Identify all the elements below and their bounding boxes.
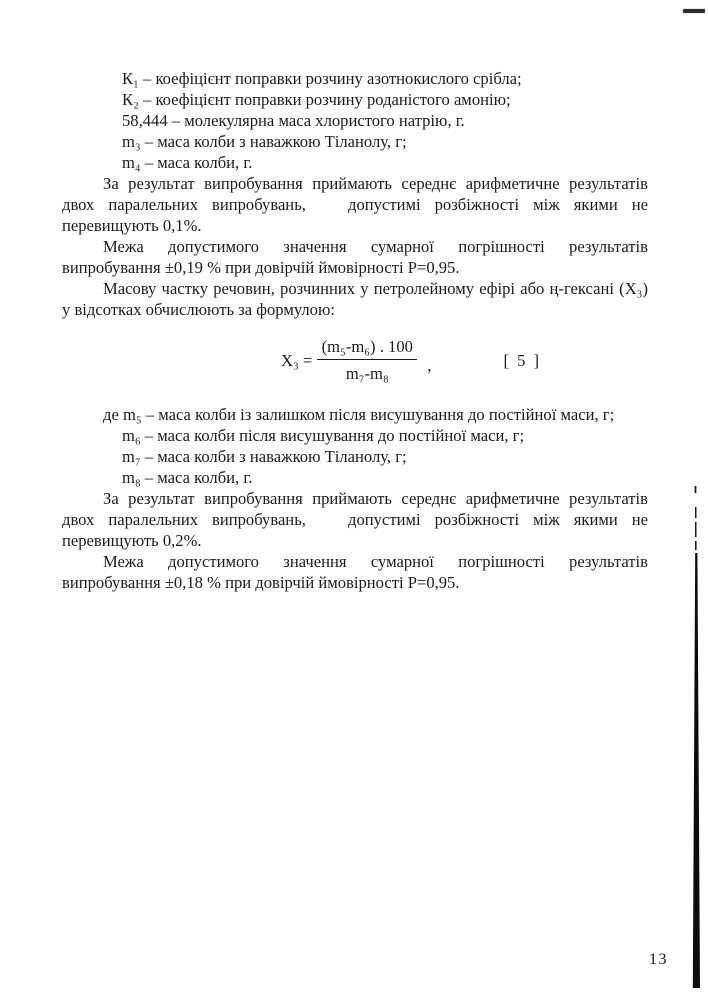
paragraph-test-result-2: За результат випробування приймають середнє арифметичне результатів двох паралельних випробувань, допустимі розбіжності між якими не перевищують 0,2%. [62,489,648,550]
definition-line: 58,444 – молекулярна маса хлористого натрію, г. [122,111,465,130]
scan-artifact-top-dash [683,9,705,13]
symbol-definitions-list-2 [62,404,648,488]
formula-x3 [62,336,648,384]
definition-line: К₂ – коефіцієнт поправки розчину роданістого амонію; [122,90,511,109]
page-number: 13 [649,951,668,968]
definition-line: m₆ – маса колби після висушування до постійної маси, г; [122,426,525,445]
definition-line: m₄ – маса колби, г. [122,153,253,172]
formula-denominator: m₇-m₈ [345,364,389,383]
formula-comma: , [427,355,432,375]
symbol-definitions-list-1 [62,68,648,173]
definition-line: де m₅ – маса колби із залишком після висушування до постійної маси, г; [103,405,615,424]
definition-line: m₇ – маса колби з наважкою Тіланолу, г; [122,447,407,466]
formula-fraction [317,336,417,384]
document-body [62,68,648,593]
definition-line: m₈ – маса колби, г. [122,468,253,487]
paragraph-error-limit-2: Межа допустимого значення сумарної погрішності результатів випробування ±0,18 % при довірчій ймовірності Р=0,95. [62,552,648,592]
formula-numerator: (m₅-m₆) . 100 [321,337,413,356]
paragraph-test-result-1: За результат випробування приймають середнє арифметичне результатів двох паралельних випробувань, допустимі розбіжності між якими не перевищують 0,1%. [62,174,648,235]
fraction-bar [317,359,417,360]
formula-reference-number: [ 5 ] [503,350,542,370]
paragraph-error-limit-1: Межа допустимого значення сумарної погрішності результатів випробування ±0,19 % при довірчій ймовірності Р=0,95. [62,237,648,277]
formula-lhs: Х₃ = [281,350,313,370]
definition-line: К₁ – коефіцієнт поправки розчину азотнокислого срібла; [122,69,522,88]
paragraph-mass-fraction-intro: Масову частку речовин, розчинних у петролейному ефірі або ң-гексані (Х₃) у відсотках обчислюють за формулою: [62,279,648,319]
definition-line: m₃ – маса колби з наважкою Тіланолу, г; [122,132,407,151]
